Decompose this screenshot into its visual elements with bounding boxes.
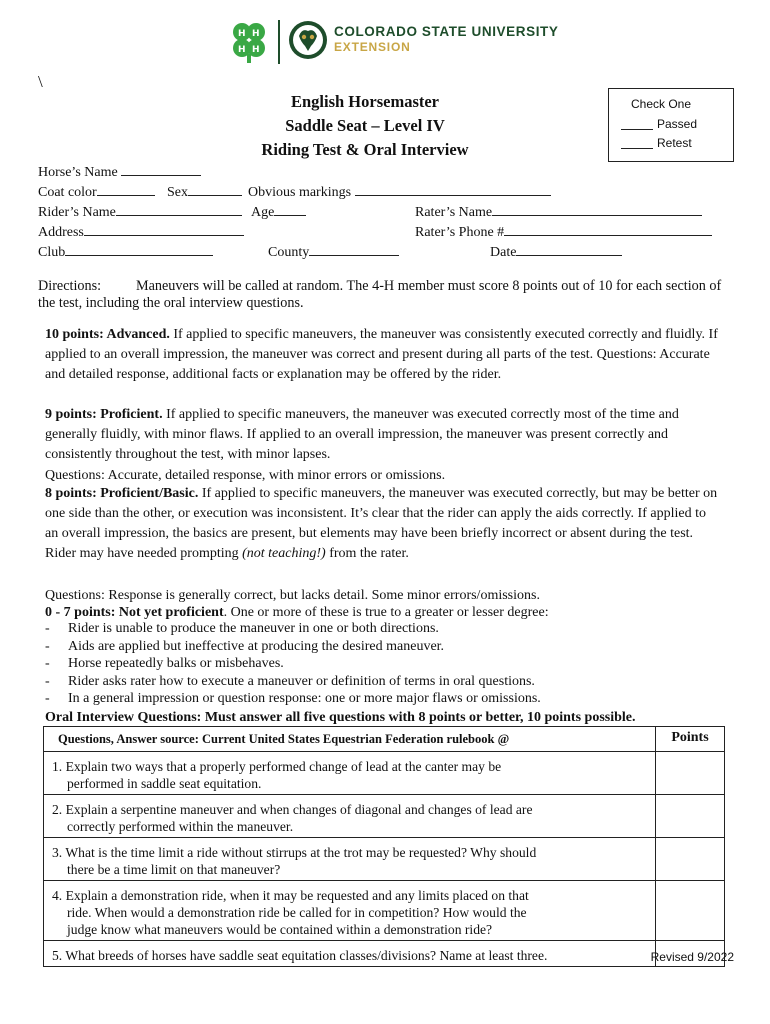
rater-phone-field[interactable] <box>415 223 712 241</box>
rater-phone-label: Rater’s Phone # <box>415 225 505 240</box>
age-label: Age <box>251 205 275 220</box>
basic-italic: (not teaching!) <box>242 546 326 561</box>
date-field[interactable] <box>490 243 622 261</box>
university-name: COLORADO STATE UNIVERSITY <box>334 24 559 39</box>
question-text: correctly performed within the maneuver. <box>67 819 294 834</box>
rater-phone-blank[interactable] <box>504 223 712 236</box>
title-line-1: English Horsemaster <box>290 92 440 111</box>
question-1 <box>44 752 656 795</box>
points-header: Points <box>656 727 725 752</box>
not-yet-label: 0 - 7 points: Not yet proficient <box>45 605 224 620</box>
points-cell-4[interactable] <box>656 881 725 941</box>
obvious-markings-label: Obvious markings <box>248 185 352 200</box>
basic-paragraph <box>45 484 720 564</box>
list-item: - Rider asks rater how to execute a maneuver or definition of terms in oral questions. <box>45 674 535 689</box>
date-label: Date <box>490 245 517 260</box>
date-blank[interactable] <box>516 243 622 256</box>
coat-color-label: Coat color <box>38 185 97 200</box>
list-item: - Horse repeatedly balks or misbehaves. <box>45 656 284 671</box>
county-label: County <box>268 245 310 260</box>
table-row <box>44 941 725 967</box>
question-5 <box>44 941 656 967</box>
passed-option[interactable] <box>621 117 697 131</box>
proficient-text: If applied to specific maneuvers, the maneuver was executed correctly most of the time and generally fluidly, with minor flaws. If applied to an overall impression, the maneuver was present correctly and consistently throughout the test, with minor lapses. <box>45 407 679 462</box>
question-4 <box>44 881 656 941</box>
age-blank[interactable] <box>274 203 306 216</box>
table-row <box>44 752 725 795</box>
question-text: 5. What breeds of horses have saddle seat equitation classes/divisions? Name at least three. <box>52 948 548 963</box>
logo-divider <box>278 20 280 64</box>
bullet-text: Horse repeatedly balks or misbehaves. <box>68 656 284 671</box>
svg-text:H: H <box>238 45 246 55</box>
question-text: judge know what maneuvers would be contained within a demonstration ride? <box>67 922 493 937</box>
check-one-title: Check One <box>631 97 692 111</box>
extension-label: EXTENSION <box>334 40 411 54</box>
retest-label: Retest <box>657 136 692 150</box>
list-item: - Aids are applied but ineffective at producing the desired maneuver. <box>45 639 445 654</box>
points-cell-2[interactable] <box>656 795 725 838</box>
svg-text:H: H <box>252 45 260 55</box>
csu-ram-logo <box>288 20 328 60</box>
county-field[interactable] <box>268 243 399 261</box>
proficient-questions: Questions: Accurate, detailed response, with minor errors or omissions. <box>45 468 446 483</box>
proficient-paragraph <box>45 405 720 465</box>
rider-name-blank[interactable] <box>116 203 242 216</box>
bullet-text: Rider is unable to produce the maneuver in one or both directions. <box>68 621 439 636</box>
bullet-text: Rider asks rater how to execute a maneuver or definition of terms in oral questions. <box>68 674 535 689</box>
horse-name-blank[interactable] <box>121 163 201 176</box>
oral-questions-table <box>43 726 725 967</box>
horse-name-field[interactable] <box>38 163 201 181</box>
check-one-box <box>608 88 734 162</box>
question-text: ride. When would a demonstration ride be called for in competition? How would the <box>67 905 527 920</box>
bullet-text: In a general impression or question response: one or more major flaws or omissions. <box>68 691 541 706</box>
4h-clover-logo <box>226 18 272 64</box>
age-field[interactable] <box>251 203 306 221</box>
question-text: performed in saddle seat equitation. <box>67 776 262 791</box>
coat-color-field[interactable] <box>38 183 155 201</box>
question-text: there be a time limit on that maneuver? <box>67 862 281 877</box>
points-cell-1[interactable] <box>656 752 725 795</box>
sex-field[interactable] <box>167 183 242 201</box>
points-cell-3[interactable] <box>656 838 725 881</box>
table-row <box>44 838 725 881</box>
question-text: 4. Explain a demonstration ride, when it may be requested and any limits placed on that <box>52 888 529 903</box>
passed-label: Passed <box>657 117 698 131</box>
rater-name-blank[interactable] <box>492 203 702 216</box>
table-header-row <box>44 727 725 752</box>
question-text: 1. Explain two ways that a properly performed change of lead at the canter may be <box>52 759 502 774</box>
directions-label: Directions: <box>38 278 102 294</box>
address-blank[interactable] <box>84 223 244 236</box>
oral-interview-heading: Oral Interview Questions: Must answer all five questions with 8 points or better, 10 points possible. <box>45 710 636 725</box>
directions <box>38 278 738 312</box>
obvious-markings-field[interactable] <box>248 183 551 201</box>
advanced-label: 10 points: Advanced. <box>45 327 170 342</box>
sex-blank[interactable] <box>188 183 242 196</box>
title-line-2: Saddle Seat – Level IV <box>285 116 445 135</box>
sex-label: Sex <box>167 185 188 200</box>
rider-name-field[interactable] <box>38 203 242 221</box>
not-yet-text: . One or more of these is true to a greater or lesser degree: <box>223 605 549 620</box>
revised-date: Revised 9/2022 <box>650 950 734 964</box>
advanced-text: If applied to specific maneuvers, the maneuver was consistently executed correctly and fluidly. If applied to an overall impression, the maneuver was correct and present during all parts of the test. Questions: Accurate and detailed response, additional facts or explanation may be offered by the rider. <box>45 327 718 382</box>
header-logos <box>226 18 559 68</box>
stray-mark: \ <box>38 72 43 91</box>
obvious-markings-blank[interactable] <box>355 183 551 196</box>
coat-color-blank[interactable] <box>97 183 155 196</box>
question-text: 2. Explain a serpentine maneuver and when changes of diagonal and changes of lead are <box>52 802 533 817</box>
club-field[interactable] <box>38 243 213 261</box>
rider-name-label: Rider’s Name <box>38 205 116 220</box>
not-yet-line <box>45 604 725 621</box>
table-row <box>44 795 725 838</box>
question-3 <box>44 838 656 881</box>
address-field[interactable] <box>38 223 244 241</box>
basic-text: If applied to specific maneuvers, the maneuver was executed correctly, but may be better on one side than the other, or execution was inconsistent. It’s clear that the rider can apply the aids correctly. If applied to an overall impression, the basics are present, but elements may have been briefly incorrect or absent during the test. Rider may have needed prompting <box>45 486 718 561</box>
question-text: 3. What is the time limit a ride without stirrups at the trot may be requested? Why should <box>52 845 537 860</box>
proficient-label: 9 points: Proficient. <box>45 407 163 422</box>
retest-option[interactable] <box>621 136 692 150</box>
club-blank[interactable] <box>65 243 213 256</box>
title-line-3: Riding Test & Oral Interview <box>261 140 469 159</box>
basic-label: 8 points: Proficient/Basic. <box>45 486 199 501</box>
retest-blank[interactable] <box>621 148 653 149</box>
svg-text:H: H <box>238 29 246 39</box>
svg-text:H: H <box>252 29 260 39</box>
list-item: - Rider is unable to produce the maneuver in one or both directions. <box>45 621 439 636</box>
rater-name-label: Rater’s Name <box>415 205 493 220</box>
bullet-text: Aids are applied but ineffective at producing the desired maneuver. <box>68 639 445 654</box>
passed-blank[interactable] <box>621 129 653 130</box>
directions-text: Maneuvers will be called at random. The 4-H member must score 8 points out of 10 for each section of the test, including the oral interview questions. <box>38 278 722 311</box>
question-2 <box>44 795 656 838</box>
horse-name-label: Horse’s Name <box>38 165 118 180</box>
club-label: Club <box>38 245 66 260</box>
basic-questions: Questions: Response is generally correct, but lacks detail. Some minor errors/omissions. <box>45 588 540 603</box>
list-item: - In a general impression or question response: one or more major flaws or omissions. <box>45 691 541 706</box>
questions-header: Questions, Answer source: Current United States Equestrian Federation rulebook @ <box>44 727 656 752</box>
basic-tail: from the rater. <box>325 546 409 561</box>
table-row <box>44 881 725 941</box>
address-label: Address <box>38 225 84 240</box>
rater-name-field[interactable] <box>415 203 702 221</box>
county-blank[interactable] <box>309 243 399 256</box>
advanced-paragraph <box>45 325 720 385</box>
